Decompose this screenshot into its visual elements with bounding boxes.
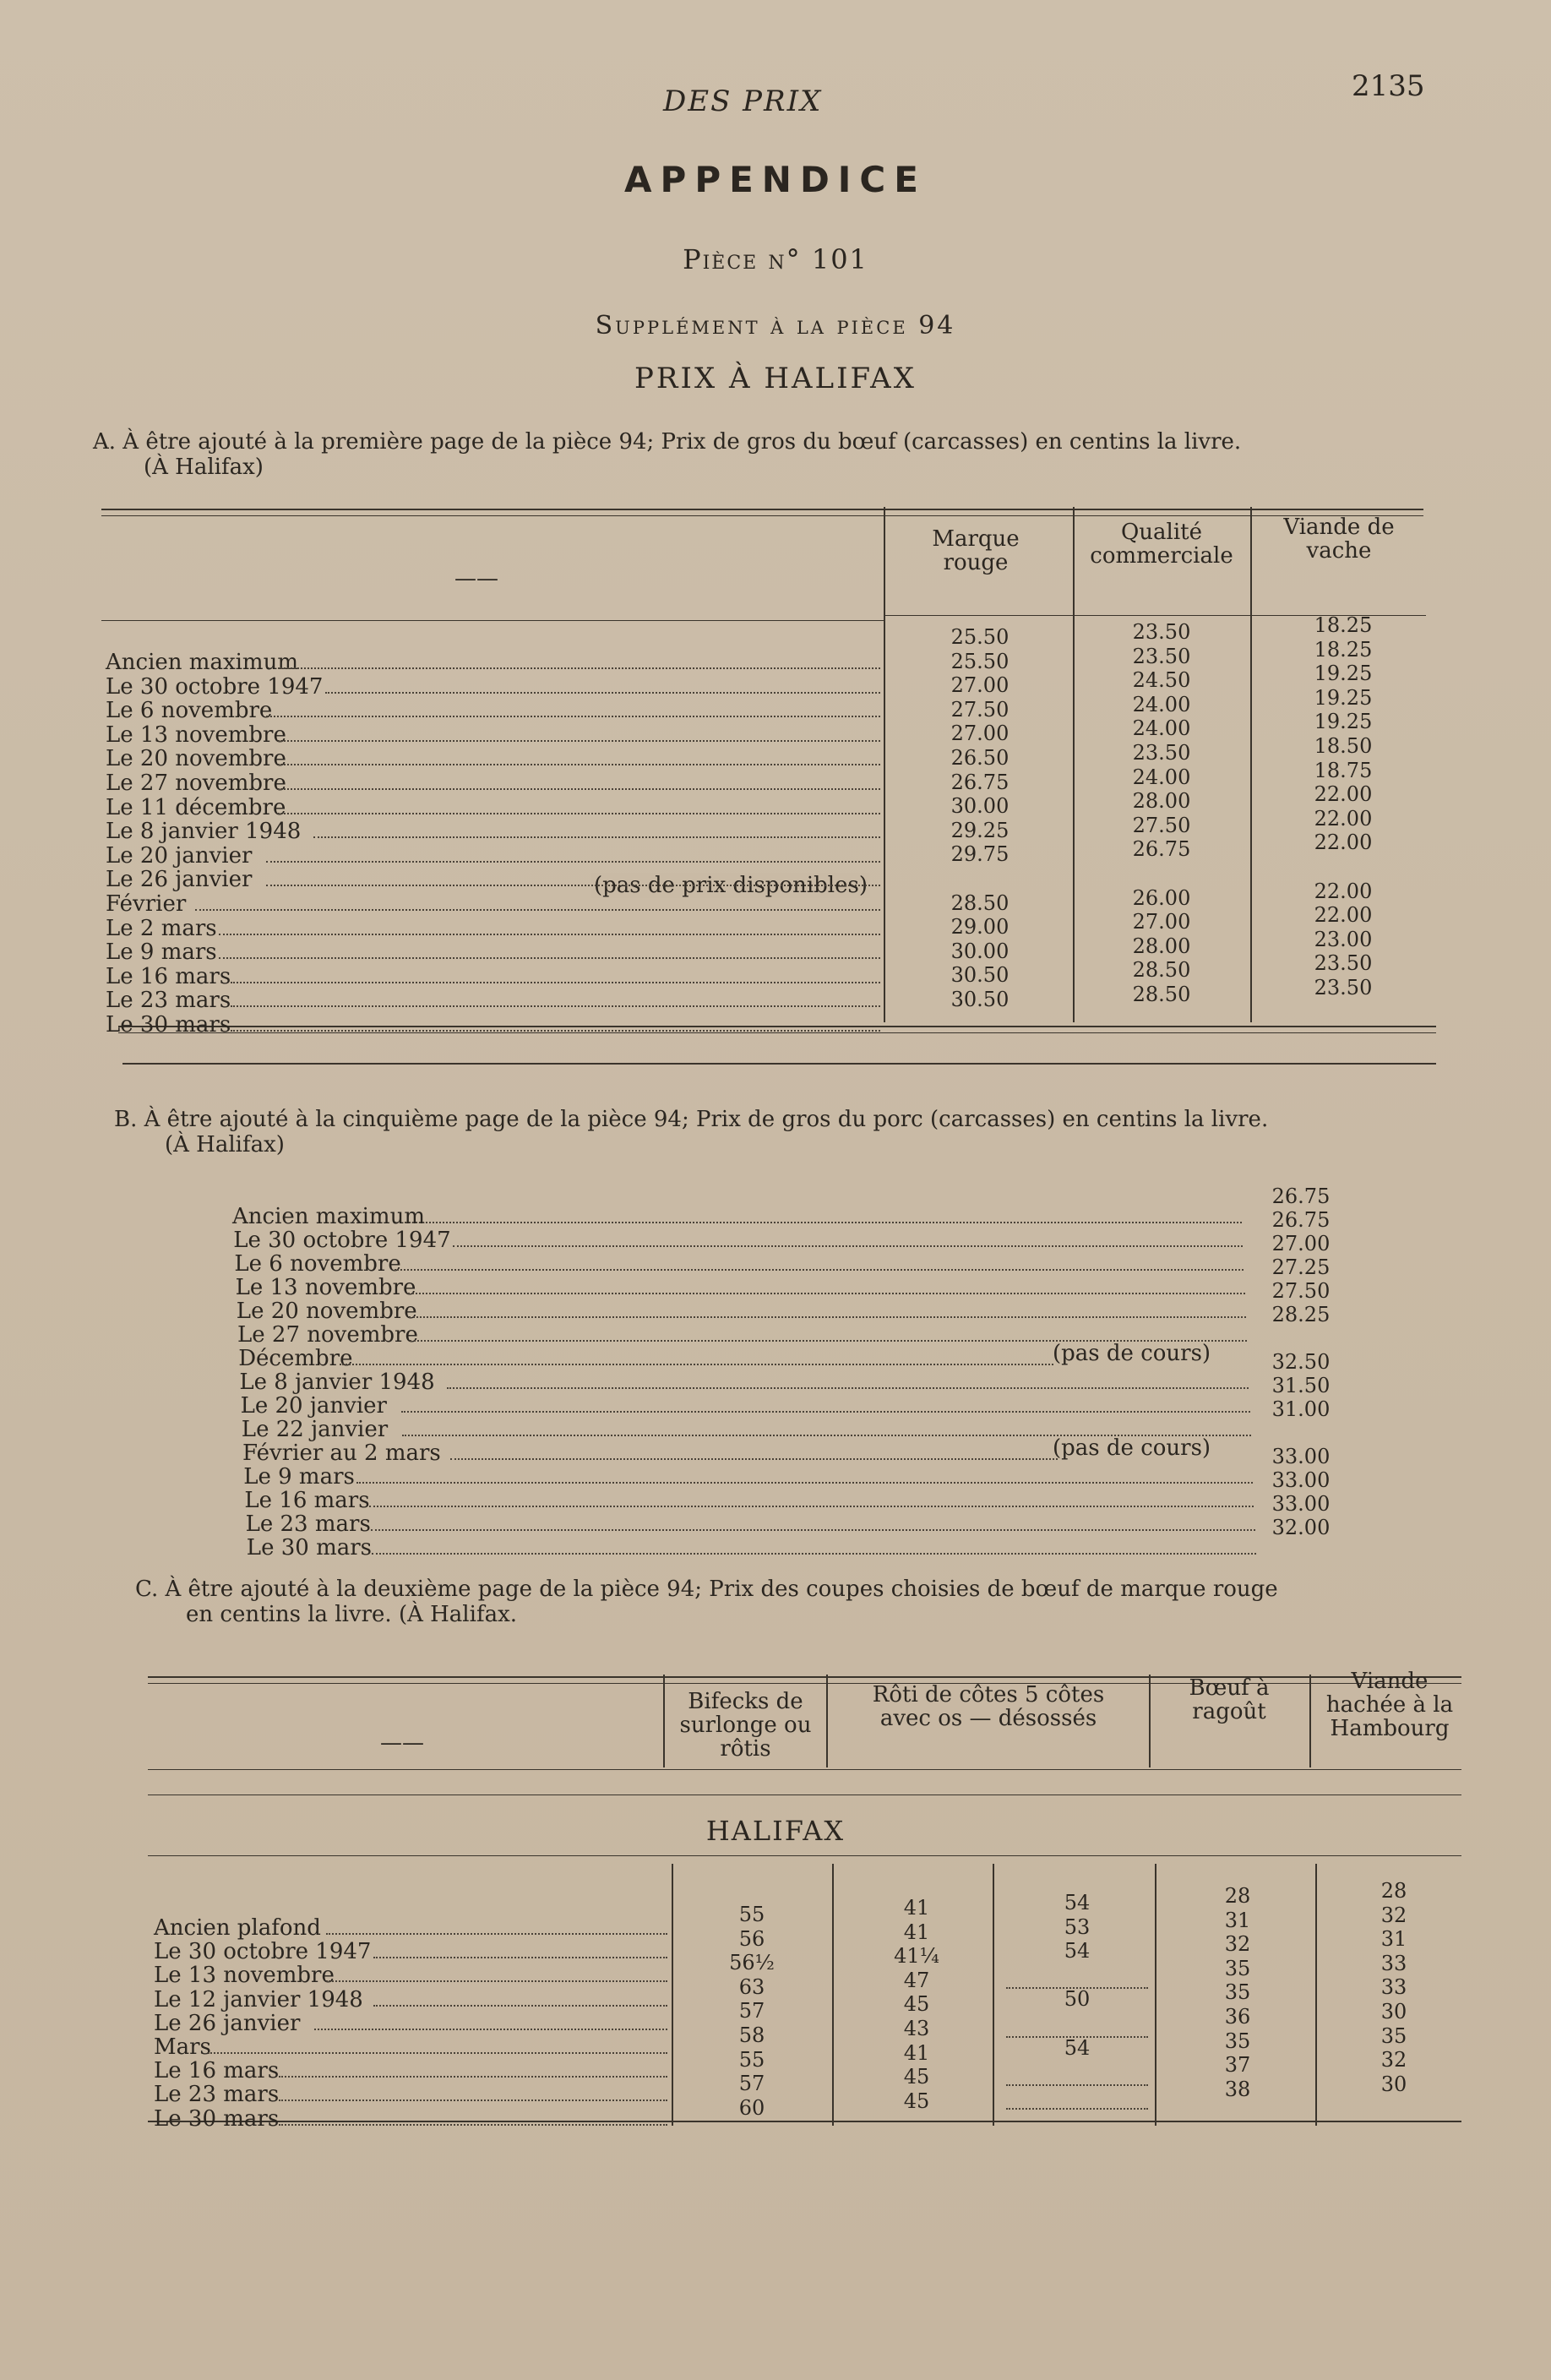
section-a-row-label: Le 6 novembre	[106, 698, 273, 724]
section-a-intro-line1: A. À être ajouté à la première page de la pièce 94; Prix de gros du bœuf (carcasses) en centins la livre.	[93, 429, 1242, 455]
section-a-col-vache	[1284, 613, 1402, 1000]
section-c-intro-line2: en centins la livre. (À Halifax.	[186, 1602, 517, 1627]
section-b-value: 27.50	[1271, 1279, 1331, 1303]
running-title: DES PRIX	[663, 84, 823, 118]
leader-dots	[447, 1387, 1249, 1389]
table-cell: 53	[1064, 1914, 1091, 1939]
section-c-col-boeuf-ragout	[1187, 1884, 1288, 2101]
leader-dots	[372, 1553, 1256, 1555]
section-a-intro	[93, 429, 1241, 480]
leader-dots	[326, 1980, 667, 1982]
section-a-row-label: Le 20 novembre	[106, 746, 286, 772]
section-b-row-label: Le 27 novembre	[237, 1322, 418, 1348]
section-a-row-label: Le 27 novembre	[106, 771, 286, 796]
leader-dots	[279, 2124, 667, 2126]
section-a-row-label: Février	[106, 891, 187, 917]
section-a-intro-line2: (À Halifax)	[144, 455, 264, 480]
column-roti-de-cotes: Rôti de côtes 5 côtes avec os — désossés	[872, 1682, 1105, 1731]
column-boeuf-ragout: Bœuf à ragoût	[1189, 1675, 1270, 1724]
leader-dots	[450, 1458, 1058, 1460]
table-cell: 58	[738, 2023, 765, 2047]
section-b-row-label: Février au 2 mars	[242, 1441, 441, 1466]
leader-dots	[231, 1030, 880, 1032]
table-cell: 22.00	[1314, 903, 1373, 928]
section-b-value: 32.50	[1271, 1350, 1331, 1374]
table-cell: 30	[1380, 2072, 1407, 2096]
table-cell: 29.25	[950, 818, 1010, 842]
section-c-col-bifecks	[701, 1903, 803, 2120]
table-cell: 28	[1224, 1884, 1251, 1908]
section-b-row-label: Le 9 mars	[243, 1464, 355, 1490]
table-cell: 23.50	[1314, 975, 1373, 999]
section-a-row-label: Le 9 mars	[106, 939, 217, 966]
section-c-row-label: Le 26 janvier	[154, 2010, 301, 2036]
page-number: 2135	[1352, 69, 1425, 103]
section-a-divider-2	[1073, 507, 1075, 1022]
section-c-row-label: Le 30 octobre 1947	[154, 1939, 372, 1965]
section-c-intro-line1: C. À être ajouté à la deuxième page de la pièce 94; Prix des coupes choisies de bœuf de marque rouge	[135, 1577, 1278, 1602]
section-b-value: 28.25	[1271, 1303, 1331, 1326]
table-cell: 30.50	[950, 987, 1010, 1011]
section-b-value: 33.00	[1271, 1492, 1331, 1516]
leader-dots	[278, 788, 880, 790]
section-b-row-label: Ancien maximum	[232, 1204, 425, 1229]
section-a-row-label: Le 11 décembre	[106, 794, 286, 820]
section-b-note: (pas de cours)	[1053, 1435, 1211, 1461]
table-cell: 35	[1224, 2029, 1251, 2053]
table-cell: 19.25	[1314, 662, 1373, 686]
table-cell: 43	[903, 2016, 930, 2040]
leader-dots	[279, 2100, 667, 2101]
section-b-row-label: Décembre	[238, 1346, 353, 1371]
page-title: APPENDICE	[624, 159, 927, 200]
leader-dots	[408, 1293, 1245, 1294]
table-cell: 19.25	[1314, 710, 1373, 734]
column-marque-rouge: Marque rouge	[932, 526, 1020, 575]
table-cell: 26.00	[1132, 885, 1191, 910]
table-cell: 31	[1224, 1908, 1251, 1932]
section-a-row-label: Le 13 novembre	[106, 722, 286, 748]
section-c-row-label: Le 13 novembre	[154, 1963, 335, 1989]
table-cell	[1098, 862, 1225, 886]
section-a-bottom-rule-2	[118, 1032, 1436, 1033]
section-c-body-divider-3	[993, 1864, 994, 2126]
section-a-stub-dash: ——	[454, 566, 498, 591]
section-b-value: 33.00	[1271, 1468, 1331, 1492]
table-cell: 45	[903, 2089, 930, 2113]
section-c-bottom-rule	[148, 2121, 1461, 2122]
table-cell: 55	[738, 1903, 765, 1926]
table-cell: 26.75	[950, 770, 1010, 794]
table-cell: 31	[1380, 1927, 1407, 1952]
leader-dots	[371, 1529, 1255, 1531]
leader-dots	[266, 885, 880, 886]
table-cell: 54	[1064, 1891, 1091, 1914]
section-a-bottom-rule	[118, 1026, 1436, 1027]
section-c-row-label: Le 16 mars	[154, 2058, 280, 2084]
table-cell: 29.00	[950, 915, 1010, 939]
table-cell: 33	[1380, 1975, 1407, 2000]
section-b-row-label: Le 30 octobre 1947	[233, 1228, 451, 1253]
table-cell: 32	[1380, 1903, 1407, 1927]
dotted-placeholder	[1006, 1963, 1148, 1990]
table-cell: 29.75	[950, 842, 1010, 867]
column-viande-hachee: Viande hachée à la Hambourg	[1325, 1669, 1454, 1741]
table-cell: 18.75	[1314, 758, 1373, 782]
table-cell: 18.25	[1314, 613, 1373, 637]
table-cell: 30.00	[950, 939, 1010, 963]
table-cell: 27.00	[950, 673, 1010, 698]
table-cell: 28.50	[1132, 982, 1191, 1006]
table-cell: 23.50	[1314, 951, 1373, 976]
section-a-end-rule	[122, 1063, 1436, 1065]
table-cell: 32	[1224, 1932, 1251, 1957]
table-cell: 23.50	[1132, 644, 1191, 668]
section-b-row-label: Le 6 novembre	[234, 1251, 401, 1277]
leader-dots	[266, 861, 880, 863]
table-cell: 41	[903, 1920, 930, 1944]
section-a-stub-rule	[101, 620, 885, 621]
table-cell: 35	[1224, 1956, 1251, 1980]
leader-dots	[219, 934, 880, 935]
section-c-col-viande-hachee	[1343, 1879, 1445, 2096]
column-qualite-commerciale: Qualité commerciale	[1090, 520, 1233, 569]
table-cell: 60	[738, 2095, 765, 2120]
table-cell: 24.00	[1132, 765, 1191, 789]
section-b-row-label: Le 8 janvier 1948	[239, 1370, 435, 1395]
leader-dots	[208, 2052, 667, 2054]
leader-dots	[325, 692, 880, 694]
leader-dots	[231, 982, 880, 983]
section-c-body-divider-1	[672, 1864, 673, 2126]
table-cell: 30.50	[950, 963, 1010, 988]
table-cell: 27.00	[950, 722, 1010, 746]
section-c-row-label: Le 12 janvier 1948	[154, 1986, 363, 2012]
section-c-intro	[135, 1577, 1278, 1627]
table-cell: 23.50	[1132, 620, 1191, 644]
table-cell: 57	[738, 2072, 765, 2096]
leader-dots	[278, 764, 880, 765]
table-cell: 57	[738, 1999, 765, 2023]
leader-dots	[405, 1222, 1242, 1223]
section-a-col-qualite	[1098, 620, 1225, 1007]
section-b-row-label: Le 22 janvier	[241, 1417, 389, 1442]
section-b-row-label: Le 20 janvier	[240, 1393, 387, 1419]
section-b-row-label: Le 13 novembre	[235, 1275, 416, 1300]
table-cell: 54	[1064, 2035, 1091, 2060]
dotted-placeholder	[1006, 2012, 1148, 2038]
table-cell: 22.00	[1314, 831, 1373, 855]
leader-dots	[373, 2005, 667, 2007]
section-b-value: 27.25	[1271, 1255, 1331, 1279]
leader-dots	[278, 740, 880, 742]
table-cell: 55	[738, 2047, 765, 2072]
section-a-top-rule	[101, 509, 1423, 510]
table-cell: 28.50	[950, 890, 1010, 915]
leader-dots	[279, 2076, 667, 2078]
section-a-row-label: Le 26 janvier	[106, 867, 253, 893]
section-c-head-divider-1	[663, 1675, 665, 1767]
dotted-placeholder	[1006, 2060, 1148, 2086]
section-a-row-label: Le 30 mars	[106, 1012, 231, 1038]
leader-dots	[401, 1411, 1250, 1413]
section-c-row-label: Le 23 mars	[154, 2082, 280, 2108]
section-a-row-label: Le 20 janvier	[106, 842, 253, 869]
table-cell: 33	[1380, 1951, 1407, 1975]
table-cell: 56	[738, 1926, 765, 1951]
table-cell: 50	[1064, 1987, 1091, 2012]
table-cell: 27.00	[1132, 910, 1191, 934]
leader-dots	[356, 1482, 1253, 1484]
city-heading: PRIX À HALIFAX	[634, 362, 917, 395]
table-cell: 41	[903, 1896, 930, 1920]
leader-dots	[340, 1364, 1053, 1365]
section-b-intro	[114, 1107, 1268, 1157]
section-c-row-label: Ancien plafond	[154, 1915, 321, 1941]
section-b-row-label: Le 16 mars	[244, 1488, 370, 1513]
section-b-row-label: Le 20 novembre	[236, 1299, 417, 1324]
table-cell: 26.75	[1132, 837, 1191, 862]
table-cell: 18.50	[1314, 733, 1373, 758]
table-cell: 63	[738, 1974, 765, 1999]
leader-dots	[395, 1269, 1244, 1271]
table-cell: 37	[1224, 2053, 1251, 2078]
table-cell: 18.25	[1314, 637, 1373, 662]
table-cell: 41	[903, 2040, 930, 2065]
table-cell-empty	[1001, 2084, 1153, 2109]
section-b-value: 32.00	[1271, 1516, 1331, 1539]
table-cell: 23.00	[1314, 927, 1373, 951]
table-cell: 22.00	[1314, 879, 1373, 903]
leader-dots	[409, 1316, 1246, 1318]
piece-number: Pièce n° 101	[683, 243, 868, 275]
table-cell: 45	[903, 1992, 930, 2017]
table-cell-empty	[1001, 1963, 1153, 1988]
section-b-intro-line1: B. À être ajouté à la cinquième page de la pièce 94; Prix de gros du porc (carcasses) en centins la livre.	[114, 1107, 1269, 1132]
leader-dots	[278, 667, 880, 669]
section-a-row-label: Le 16 mars	[106, 963, 231, 989]
section-c-body-divider-4	[1155, 1864, 1156, 2126]
table-cell: 27.50	[950, 697, 1010, 722]
section-c-head-divider-4	[1309, 1675, 1311, 1767]
table-cell: 30	[1380, 1999, 1407, 2023]
section-a-divider-3	[1250, 507, 1252, 1022]
table-cell: 24.50	[1132, 668, 1191, 693]
section-c-col-roti-avec-os	[866, 1896, 967, 2113]
section-a-divider-1	[884, 507, 885, 1022]
table-cell: 47	[903, 1968, 930, 1992]
section-b-value: 31.50	[1271, 1374, 1331, 1397]
table-cell	[1284, 855, 1402, 880]
leader-dots	[369, 1506, 1254, 1507]
section-b-value: 26.75	[1271, 1208, 1331, 1232]
section-c-subheading: HALIFAX	[705, 1815, 846, 1847]
table-cell: 54	[1064, 1939, 1091, 1963]
section-b-value: 27.00	[1271, 1232, 1331, 1255]
leader-dots	[314, 2029, 667, 2030]
leader-dots	[278, 813, 880, 814]
section-b-row-label: Le 30 mars	[246, 1535, 372, 1560]
leader-dots	[231, 1005, 880, 1007]
section-a-row-label: Le 23 mars	[106, 988, 231, 1014]
leader-dots	[266, 716, 880, 717]
section-b-value: 33.00	[1271, 1445, 1331, 1468]
table-cell: 32	[1380, 2048, 1407, 2072]
section-b-row-label: Le 23 mars	[245, 1511, 371, 1537]
table-cell: 27.50	[1132, 813, 1191, 837]
section-a-top-rule-2	[101, 515, 1423, 516]
section-b-intro-line2: (À Halifax)	[165, 1132, 285, 1157]
section-a-row-label: Le 8 janvier 1948	[106, 819, 302, 845]
table-cell	[921, 867, 1039, 891]
section-b-value: 31.00	[1271, 1397, 1331, 1421]
table-cell: 41¼	[894, 1944, 939, 1969]
supplement-heading: Supplément à la pièce 94	[595, 311, 956, 340]
section-c-body-divider-2	[832, 1864, 834, 2126]
section-a-row-label: Le 2 mars	[106, 915, 217, 941]
table-cell: 24.00	[1132, 716, 1191, 741]
leader-dots	[326, 1933, 667, 1935]
leader-dots	[219, 957, 880, 959]
column-viande-de-vache: Viande de vache	[1283, 515, 1395, 564]
table-cell-empty	[1001, 2060, 1153, 2084]
table-cell: 28.00	[1132, 789, 1191, 814]
section-c-row-label: Le 30 mars	[154, 2105, 280, 2132]
table-cell: 28	[1380, 1879, 1407, 1903]
table-cell: 22.00	[1314, 806, 1373, 831]
table-cell: 56½	[729, 1951, 775, 1975]
table-cell: 19.25	[1314, 685, 1373, 710]
table-cell-empty	[1001, 2012, 1153, 2036]
section-c-head-divider-3	[1149, 1675, 1151, 1767]
section-a-row-label: Le 30 octobre 1947	[106, 673, 324, 700]
table-cell: 45	[903, 2065, 930, 2089]
section-a-col-marque-rouge	[921, 625, 1039, 1012]
table-cell: 26.50	[950, 745, 1010, 770]
leader-dots	[313, 836, 880, 838]
section-c-head-divider-2	[826, 1675, 828, 1767]
section-a-row-label: Ancien maximum	[106, 650, 298, 675]
table-cell: 22.00	[1314, 782, 1373, 807]
section-c-head-rule	[148, 1769, 1461, 1770]
table-cell: 25.50	[950, 649, 1010, 673]
table-cell: 23.50	[1132, 740, 1191, 765]
table-cell: 30.00	[950, 794, 1010, 819]
leader-dots	[373, 1957, 667, 1958]
table-cell: 28.00	[1132, 934, 1191, 958]
table-cell: 25.50	[950, 625, 1010, 649]
dotted-placeholder	[1006, 2084, 1148, 2110]
section-b-value: 26.75	[1271, 1185, 1331, 1208]
section-b-note: (pas de cours)	[1053, 1341, 1211, 1366]
leader-dots	[453, 1245, 1243, 1247]
table-cell: 35	[1224, 1980, 1251, 2005]
section-a-note: (pas de prix disponibles)	[591, 873, 870, 898]
table-cell: 36	[1224, 2004, 1251, 2029]
section-c-col-roti-desosses	[1001, 1891, 1153, 2108]
section-c-row-label: Mars	[154, 2034, 211, 2060]
column-bifecks: Bifecks de surlonge ou rôtis	[679, 1689, 812, 1762]
table-cell: 35	[1380, 2023, 1407, 2048]
table-cell: 28.50	[1132, 958, 1191, 983]
section-c-sub-rule	[148, 1855, 1461, 1856]
section-c-stub-dash: ——	[380, 1730, 424, 1756]
section-c-body-divider-5	[1315, 1864, 1317, 2126]
leader-dots	[195, 909, 880, 911]
table-cell: 38	[1224, 2077, 1251, 2101]
table-cell: 24.00	[1132, 692, 1191, 716]
